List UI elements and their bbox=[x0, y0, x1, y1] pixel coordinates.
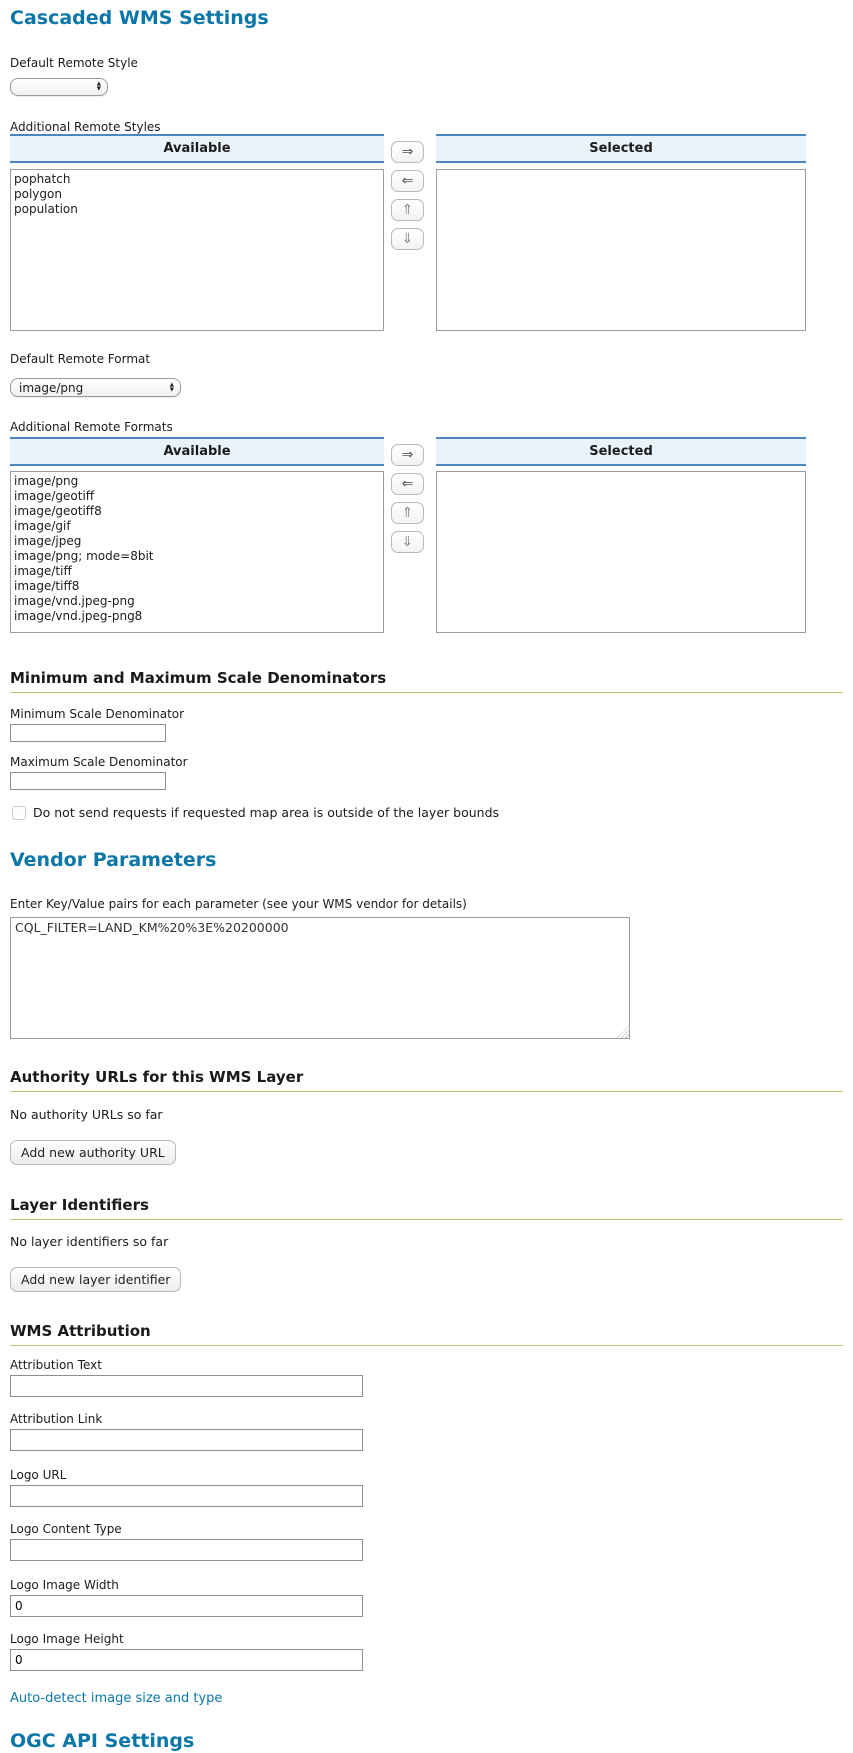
list-item[interactable]: image/png bbox=[14, 474, 79, 488]
vendor-parameters-textarea[interactable] bbox=[10, 917, 630, 1039]
max-scale-label: Maximum Scale Denominator bbox=[10, 755, 188, 769]
remote-styles-palette bbox=[10, 134, 843, 331]
selected-header: Selected bbox=[436, 437, 806, 466]
logo-image-height-label: Logo Image Height bbox=[10, 1632, 124, 1646]
available-header: Available bbox=[10, 437, 384, 466]
layer-identifiers-empty-text: No layer identifiers so far bbox=[10, 1234, 169, 1249]
palette-buttons bbox=[391, 437, 424, 553]
additional-remote-formats-label: Additional Remote Formats bbox=[10, 420, 173, 434]
default-remote-style-select[interactable] bbox=[10, 78, 108, 96]
dropdown-arrows-icon: ▲ ▼ bbox=[96, 81, 101, 92]
move-up-button[interactable]: ⇑ bbox=[391, 502, 424, 524]
layer-identifiers-heading: Layer Identifiers bbox=[10, 1196, 843, 1220]
list-item[interactable]: image/vnd.jpeg-png8 bbox=[14, 609, 143, 623]
logo-image-height-input[interactable] bbox=[10, 1649, 363, 1671]
move-up-button[interactable]: ⇑ bbox=[391, 199, 424, 221]
logo-url-input[interactable] bbox=[10, 1485, 363, 1507]
move-down-button[interactable]: ⇓ bbox=[391, 228, 424, 250]
default-remote-format-label: Default Remote Format bbox=[10, 352, 151, 366]
remote-formats-palette bbox=[10, 437, 843, 633]
move-left-button[interactable]: ⇐ bbox=[391, 170, 424, 192]
default-remote-style-label: Default Remote Style bbox=[10, 56, 138, 70]
move-right-button[interactable]: ⇒ bbox=[391, 141, 424, 163]
attribution-link-input[interactable] bbox=[10, 1429, 363, 1451]
layer-bounds-checkbox-label: Do not send requests if requested map area is outside of the layer bounds bbox=[33, 805, 500, 820]
selected-styles-list[interactable] bbox=[436, 169, 806, 331]
list-item[interactable]: image/gif bbox=[14, 519, 71, 533]
min-scale-label: Minimum Scale Denominator bbox=[10, 707, 185, 721]
available-formats-list[interactable] bbox=[10, 471, 384, 633]
additional-remote-styles-label: Additional Remote Styles bbox=[10, 120, 161, 134]
selected-header: Selected bbox=[436, 134, 806, 163]
authority-urls-heading: Authority URLs for this WMS Layer bbox=[10, 1068, 843, 1092]
dropdown-arrows-icon: ▲ ▼ bbox=[169, 381, 174, 393]
attribution-text-input[interactable] bbox=[10, 1375, 363, 1397]
palette-buttons bbox=[391, 134, 424, 250]
select-value: image/png bbox=[19, 380, 84, 395]
move-right-button[interactable]: ⇒ bbox=[391, 444, 424, 466]
list-item[interactable]: image/geotiff8 bbox=[14, 504, 102, 518]
ogc-api-settings-heading: OGC API Settings bbox=[10, 1730, 195, 1752]
logo-url-label: Logo URL bbox=[10, 1468, 67, 1482]
logo-image-width-input[interactable] bbox=[10, 1595, 363, 1617]
list-item[interactable]: image/jpeg bbox=[14, 534, 82, 548]
add-layer-identifier-button[interactable]: Add new layer identifier bbox=[10, 1267, 181, 1292]
list-item[interactable]: image/vnd.jpeg-png bbox=[14, 594, 135, 608]
layer-bounds-checkbox[interactable] bbox=[12, 806, 26, 820]
max-scale-input[interactable] bbox=[10, 772, 166, 790]
wms-attribution-heading: WMS Attribution bbox=[10, 1322, 843, 1346]
list-item[interactable]: image/tiff8 bbox=[14, 579, 80, 593]
available-styles-list[interactable] bbox=[10, 169, 384, 331]
authority-urls-empty-text: No authority URLs so far bbox=[10, 1107, 163, 1122]
list-item[interactable]: population bbox=[14, 202, 78, 216]
vendor-parameters-heading: Vendor Parameters bbox=[10, 849, 217, 871]
move-down-button[interactable]: ⇓ bbox=[391, 531, 424, 553]
list-item[interactable]: image/tiff bbox=[14, 564, 72, 578]
vendor-parameters-description: Enter Key/Value pairs for each parameter (see your WMS vendor for details) bbox=[10, 897, 467, 911]
min-scale-input[interactable] bbox=[10, 724, 166, 742]
attribution-link-label: Attribution Link bbox=[10, 1412, 103, 1426]
list-item[interactable]: pophatch bbox=[14, 172, 71, 186]
add-authority-url-button[interactable]: Add new authority URL bbox=[10, 1140, 176, 1165]
default-remote-format-select[interactable] bbox=[10, 378, 181, 397]
move-left-button[interactable]: ⇐ bbox=[391, 473, 424, 495]
scale-denominators-heading: Minimum and Maximum Scale Denominators bbox=[10, 669, 843, 693]
page-title: Cascaded WMS Settings bbox=[10, 7, 269, 29]
logo-image-width-label: Logo Image Width bbox=[10, 1578, 119, 1592]
selected-formats-list[interactable] bbox=[436, 471, 806, 633]
logo-content-type-label: Logo Content Type bbox=[10, 1522, 122, 1536]
available-header: Available bbox=[10, 134, 384, 163]
attribution-text-label: Attribution Text bbox=[10, 1358, 102, 1372]
list-item[interactable]: polygon bbox=[14, 187, 62, 201]
autodetect-image-link[interactable]: Auto-detect image size and type bbox=[10, 1691, 223, 1706]
logo-content-type-input[interactable] bbox=[10, 1539, 363, 1561]
list-item[interactable]: image/geotiff bbox=[14, 489, 95, 503]
list-item[interactable]: image/png; mode=8bit bbox=[14, 549, 154, 563]
